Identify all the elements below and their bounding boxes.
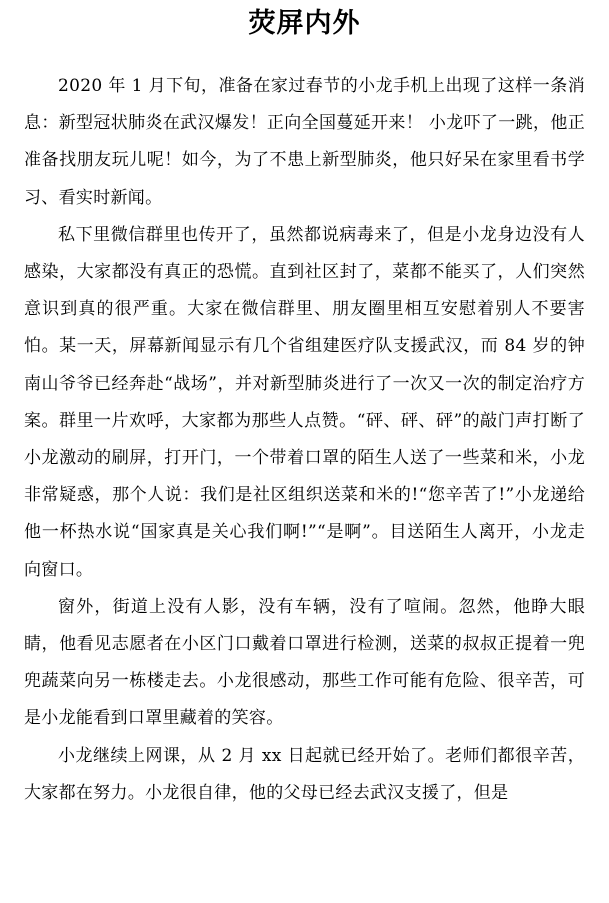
paragraph-3: 窗外，街道上没有人影，没有车辆，没有了喧闹。忽然，他睁大眼睛，他看见志愿者在小区门口戴着口罩进行检测，送菜的叔叔正提着一兜兜蔬菜向另一栋楼走去。小龙很感动，那些工作可能有危险、很辛苦，可是小龙能看到口罩里藏着的笑容。	[24, 596, 585, 729]
paragraph-2: 私下里微信群里也传开了，虽然都说病毒来了，但是小龙身边没有人感染，大家都没有真正的恐慌。直到社区封了，菜都不能买了，人们突然意识到真的很严重。大家在微信群里、朋友圈里相互安慰着别人不要害怕。某一天，屏幕新闻显示有几个省组建医疗队支援武汉，而 84 岁的钟南山爷爷已经奔赴“战场”，并对新型肺炎进行了一次又一次的制定治疗方案。群里一片欢呼，大家都为那些人点赞。“砰、砰、砰”的敲门声打断了小龙激动的刷屏，打开门，一个带着口罩的陌生人送了一些菜和米，小龙非常疑惑，那个人说：我们是社区组织送菜和米的!“您辛苦了!”小龙递给他一杯热水说“国家真是关心我们啊!”“是啊”。目送陌生人离开，小龙走向窗口。	[24, 224, 585, 580]
paragraph-4: 小龙继续上网课，从 2 月 xx 日起就已经开始了。老师们都很辛苦，大家都在努力。小龙很自律，他的父母已经去武汉支援了，但是	[24, 745, 585, 803]
document-body	[24, 68, 585, 812]
paragraph-1: 2020 年 1 月下旬，准备在家过春节的小龙手机上出现了这样一条消息：新型冠状肺炎在武汉爆发！正向全国蔓延开来！ 小龙吓了一跳，他正准备找朋友玩儿呢！如今，为了不患上新型肺炎，他只好呆在家里看书学习、看实时新闻。	[24, 76, 585, 208]
document-title: 荧屏内外	[248, 8, 361, 39]
